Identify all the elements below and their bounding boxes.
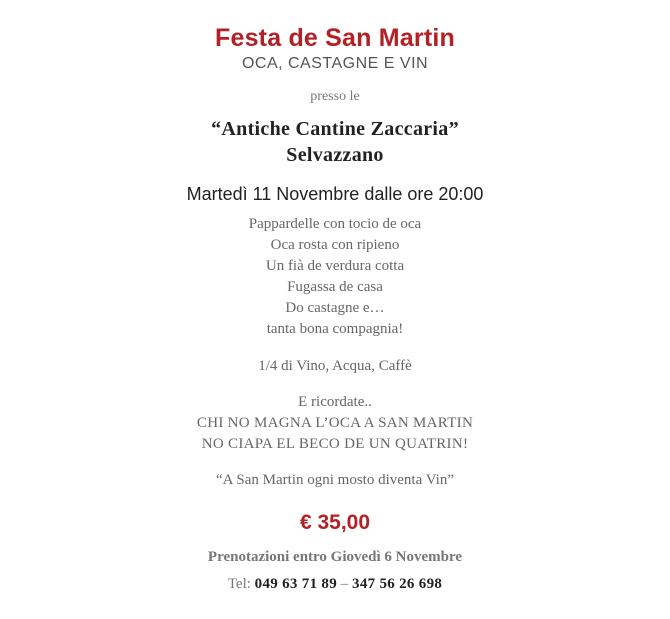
menu-item: Pappardelle con tocio de oca — [248, 216, 422, 232]
proverb-line: NO CIAPA EL BECO DE UN QUATRIN! — [201, 436, 469, 452]
saying-quote: “A San Martin ogni mosto diventa Vin” — [216, 472, 454, 488]
phone-separator: – — [340, 576, 349, 592]
booking-deadline: Prenotazioni entro Giovedì 6 Novembre — [207, 549, 463, 565]
contact-phone — [0, 576, 670, 593]
phone-number-2[interactable]: 347 56 26 698 — [352, 576, 443, 592]
phone-number-1[interactable]: 049 63 71 89 — [254, 576, 338, 592]
reminder-intro: E ricordate.. — [298, 394, 372, 410]
menu-item: Fugassa de casa — [287, 279, 383, 295]
venue-city: Selvazzano — [286, 144, 384, 166]
event-date: Martedì 11 Novembre dalle ore 20:00 — [186, 184, 484, 204]
menu-item: tanta bona compagnia! — [266, 321, 404, 337]
drinks-included: 1/4 di Vino, Acqua, Caffè — [258, 358, 412, 374]
phone-label: Tel: — [227, 576, 251, 592]
venue-name: “Antiche Cantine Zaccaria” — [211, 118, 459, 140]
event-subtitle: OCA, CASTAGNE E VIN — [241, 55, 429, 72]
proverb-line: CHI NO MAGNA L’OCA A SAN MARTIN — [196, 415, 474, 431]
price: € 35,00 — [299, 511, 371, 534]
presso-label: presso le — [310, 89, 360, 104]
menu-item: Oca rosta con ripieno — [270, 237, 400, 253]
menu-item: Do castagne e… — [285, 300, 385, 316]
menu-item: Un fià de verdura cotta — [265, 258, 405, 274]
event-title: Festa de San Martin — [215, 24, 455, 52]
